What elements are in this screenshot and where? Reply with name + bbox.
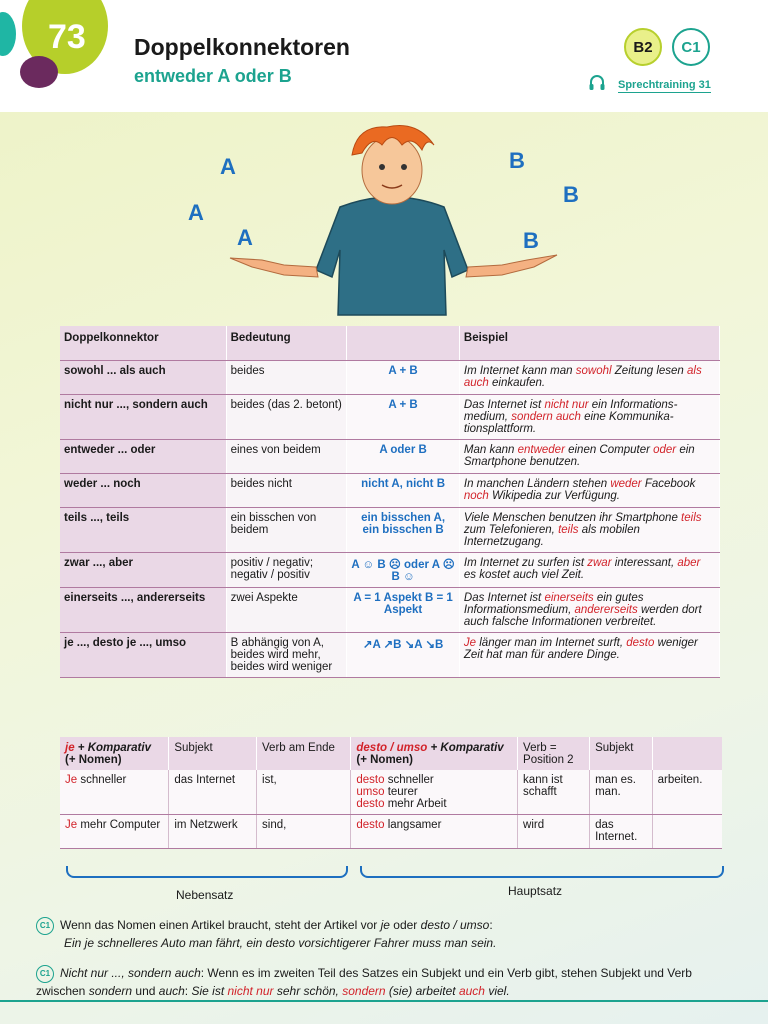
table-cell: zwei Aspekte — [226, 587, 347, 632]
table-cell: beides (das 2. betont) — [226, 394, 347, 439]
red-word: entweder — [517, 443, 565, 456]
example-text: interessant, — [611, 556, 678, 569]
red-word: teils — [681, 511, 702, 524]
table-cell — [459, 473, 719, 507]
sprechtraining-link[interactable]: Sprechtraining 31 — [618, 79, 711, 91]
table-cell: weder ... noch — [60, 473, 226, 507]
table-row — [60, 394, 720, 439]
table-cell: man es. man. — [590, 770, 653, 815]
example-text: Im Internet zu surfen ist — [463, 556, 588, 569]
table-cell — [652, 815, 722, 849]
table-cell — [459, 552, 719, 587]
red-word: einerseits — [544, 591, 594, 604]
cell-text: mehr Computer — [77, 819, 161, 831]
red-word: Je — [463, 636, 477, 649]
note-example: sehr schön, — [273, 984, 343, 998]
column-header: je + Komparativ (+ Nomen) — [60, 737, 169, 770]
table-cell — [60, 815, 169, 849]
bottom-rule — [0, 1000, 768, 1002]
table-cell — [459, 632, 719, 677]
note-text: und — [132, 984, 159, 998]
example-text: ein gutes Informationsmedium, — [463, 591, 644, 616]
table-cell: B abhängig von A, beides wird mehr, beides wird weniger — [226, 632, 347, 677]
hauptsatz-brace — [360, 866, 724, 878]
table-row — [60, 587, 720, 632]
table-cell — [459, 587, 719, 632]
note-text: auch — [158, 984, 185, 998]
red-word: auch — [458, 984, 485, 998]
table-cell: eines von beidem — [226, 439, 347, 473]
juggle-letter-b: B — [509, 148, 525, 173]
juggling-person-illustration — [222, 115, 562, 320]
juggle-letter-a: A — [237, 225, 253, 250]
red-word: nicht nur — [544, 398, 589, 411]
cell-text: schneller — [384, 774, 434, 786]
desto-line — [356, 798, 512, 810]
example-text: Zeitung lesen — [611, 364, 688, 377]
note-c1-nicht-nur — [36, 965, 736, 1000]
column-header: Beispiel — [459, 326, 719, 360]
table-cell: das Internet — [169, 770, 257, 815]
decor-blob — [0, 12, 16, 56]
chapter-number: 73 — [48, 18, 86, 56]
desto-line — [356, 786, 512, 798]
table-row — [60, 552, 720, 587]
cell-text: teurer — [384, 786, 418, 798]
table-cell — [60, 770, 169, 815]
column-header — [652, 737, 722, 770]
example-text: Facebook — [641, 477, 696, 490]
table-row — [60, 439, 720, 473]
level-c1-icon: C1 — [36, 917, 54, 935]
note-text: : Wenn es im zweiten Teil des Satzes ein Subjekt und ein Verb gibt, stehen Subjekt und Verb zwischen — [36, 966, 692, 998]
table-cell: ein bisschen A, ein bisschen B — [347, 507, 460, 552]
example-text: weniger Zeit hat man für andere Dinge. — [463, 636, 698, 661]
juggle-letter-b: B — [523, 228, 539, 253]
table-cell: arbeiten. — [652, 770, 722, 815]
note-text: Wenn das Nomen einen Artikel braucht, steht der Artikel vor — [60, 918, 381, 933]
cell-text: langsamer — [384, 819, 442, 831]
table-cell: im Netzwerk — [169, 815, 257, 849]
column-header: Bedeutung — [226, 326, 347, 360]
desto-line — [356, 774, 512, 786]
note-text: je — [380, 918, 390, 933]
example-text: In manchen Ländern stehen — [463, 477, 611, 490]
red-word: noch — [463, 489, 489, 502]
note-example: Ein je schnelleres Auto man fährt, ein desto vorsichtigerer Fahrer muss man sein. — [64, 936, 497, 950]
table-cell: entweder ... oder — [60, 439, 226, 473]
table-cell — [459, 507, 719, 552]
table-cell: positiv / negativ; negativ / positiv — [226, 552, 347, 587]
komparativ-table — [60, 737, 722, 849]
note-text: Nicht nur ..., sondern auch — [60, 966, 201, 981]
red-word: als auch — [463, 364, 702, 389]
table-cell: ↗A ↗B ↘A ↘B — [347, 632, 460, 677]
red-word: Je — [65, 774, 78, 786]
red-word: umso — [356, 786, 385, 798]
column-header: Verb am Ende — [257, 737, 351, 770]
juggle-letter-b: B — [563, 182, 579, 207]
red-word: Je — [65, 819, 78, 831]
table-cell — [459, 394, 719, 439]
red-word: andererseits — [574, 603, 638, 616]
note-text: : — [489, 918, 493, 933]
table-cell: A ☺ B ☹ oder A ☹ B ☺ — [347, 552, 460, 587]
red-word: weder — [610, 477, 642, 490]
table-cell — [459, 439, 719, 473]
example-text: zum Telefonieren, — [463, 523, 559, 536]
example-text: einen Computer — [564, 443, 654, 456]
juggle-letter-a: A — [188, 200, 204, 225]
table-cell: A + B — [347, 394, 460, 439]
note-text: : — [184, 984, 192, 998]
decor-blob — [20, 56, 58, 88]
column-header: Doppelkonnektor — [60, 326, 226, 360]
column-header: Subjekt — [169, 737, 257, 770]
example-text: es kostet auch viel Zeit. — [463, 568, 585, 581]
table-cell: A + B — [347, 360, 460, 394]
table-cell: wird — [518, 815, 590, 849]
table-cell: sind, — [257, 815, 351, 849]
note-text: sondern — [88, 984, 133, 998]
red-word: desto — [356, 798, 385, 810]
table-cell: beides — [226, 360, 347, 394]
table-cell: ist, — [257, 770, 351, 815]
table-row — [60, 507, 720, 552]
table-cell: einerseits ..., andererseits — [60, 587, 226, 632]
example-text: werden dort auch falsche Informationen verbreitet. — [463, 603, 702, 628]
example-text: Viele Menschen benutzen ihr Smartphone — [463, 511, 682, 524]
nebensatz-brace — [66, 866, 348, 878]
page-title: Doppelkonnektoren — [134, 34, 350, 60]
level-badge-b2[interactable]: B2 — [624, 28, 662, 66]
doppelkonnektoren-table — [60, 326, 720, 678]
example-text: Das Internet ist — [463, 591, 545, 604]
table-cell: nicht A, nicht B — [347, 473, 460, 507]
red-word: nicht nur — [227, 984, 274, 998]
table-cell — [351, 815, 518, 849]
example-text: länger man im Internet surft, — [476, 636, 627, 649]
table-row — [60, 360, 720, 394]
table-cell: beides nicht — [226, 473, 347, 507]
column-header: Subjekt — [590, 737, 653, 770]
red-word: teils — [558, 523, 579, 536]
level-c1-icon: C1 — [36, 965, 54, 983]
note-text: desto / umso — [420, 918, 490, 933]
table-cell: A oder B — [347, 439, 460, 473]
example-text: Das Internet ist — [463, 398, 545, 411]
note-text: oder — [389, 918, 421, 933]
red-word: sowohl — [575, 364, 612, 377]
note-example: viel. — [484, 984, 510, 998]
table-row — [60, 632, 720, 677]
table-row — [60, 473, 720, 507]
table-cell: je ..., desto je ..., umso — [60, 632, 226, 677]
red-word: desto — [356, 819, 385, 831]
example-text: als mobilen Internetzugang. — [463, 523, 640, 548]
red-word: zwar — [587, 556, 612, 569]
cell-text: mehr Arbeit — [384, 798, 447, 810]
table-cell: sowohl ... als auch — [60, 360, 226, 394]
table-cell — [459, 360, 719, 394]
nebensatz-label: Nebensatz — [176, 888, 234, 902]
example-text: Wikipedia zur Verfügung. — [488, 489, 620, 502]
column-header — [347, 326, 460, 360]
hauptsatz-label: Hauptsatz — [508, 884, 563, 898]
example-text: Man kann — [463, 443, 518, 456]
table-cell: A = 1 Aspekt B = 1 Aspekt — [347, 587, 460, 632]
table-row — [60, 770, 722, 815]
column-header: desto / umso + Komparativ (+ Nomen) — [351, 737, 518, 770]
red-word: desto — [356, 774, 385, 786]
example-text: einkaufen. — [488, 376, 546, 389]
example-text: Im Internet kann man — [463, 364, 576, 377]
red-word: aber — [677, 556, 701, 569]
red-word: sondern — [342, 984, 386, 998]
cell-text: schneller — [77, 774, 127, 786]
table-row — [60, 815, 722, 849]
column-header: Verb = Position 2 — [518, 737, 590, 770]
table-cell: kann ist schafft — [518, 770, 590, 815]
note-example: (sie) arbeitet — [385, 984, 459, 998]
juggle-letter-a: A — [220, 154, 236, 179]
level-badge-c1[interactable]: C1 — [672, 28, 710, 66]
table-cell: ein bisschen von beidem — [226, 507, 347, 552]
headphone-icon — [588, 74, 606, 92]
table-cell: das Internet. — [590, 815, 653, 849]
example-text: eine Kommunikationsplattform. — [463, 410, 674, 435]
page-subtitle: entweder A oder B — [134, 66, 292, 86]
red-word: desto — [626, 636, 655, 649]
note-c1-artikel — [36, 917, 736, 952]
example-text: ein Smartphone benutzen. — [463, 443, 695, 468]
table-cell: nicht nur ..., sondern auch — [60, 394, 226, 439]
header — [0, 0, 768, 112]
table-cell — [351, 770, 518, 815]
example-text: ein Informationsmedium, — [463, 398, 678, 423]
table-cell: zwar ..., aber — [60, 552, 226, 587]
table-cell: teils ..., teils — [60, 507, 226, 552]
red-word: oder — [653, 443, 677, 456]
desto-line — [356, 819, 512, 831]
note-example: Sie ist — [191, 984, 228, 998]
red-word: sondern auch — [511, 410, 581, 423]
